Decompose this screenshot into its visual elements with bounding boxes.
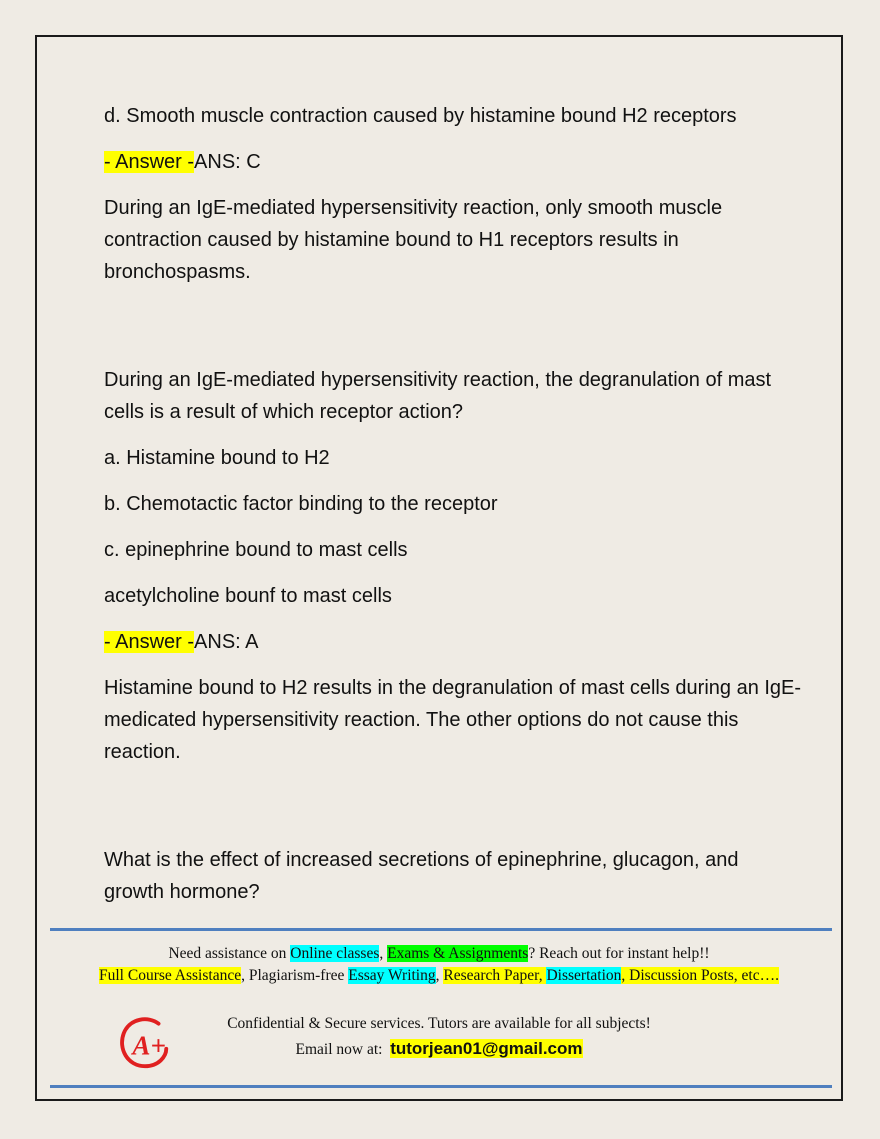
footer-text: ? Reach out for instant help!! [528, 945, 710, 962]
footer-line-2 [37, 967, 841, 985]
q2-option-c: c. epinephrine bound to mast cells [104, 539, 408, 561]
option-d-previous: d. Smooth muscle contraction caused by histamine bound H2 receptors [104, 105, 737, 127]
document-body [104, 100, 804, 922]
exams-assignments-link[interactable]: Exams & Assignments [387, 945, 529, 962]
footer-line-1 [37, 945, 841, 963]
footer-text: Need assistance on [168, 945, 291, 962]
footer-bottom-rule [50, 1085, 832, 1088]
dissertation-link[interactable]: Dissertation [546, 967, 622, 984]
email-link[interactable]: tutorjean01@gmail.com [390, 1039, 583, 1058]
answer-label: - Answer - [104, 631, 195, 653]
essay-writing-link[interactable]: Essay Writing [348, 967, 436, 984]
online-classes-link[interactable]: Online classes [290, 945, 380, 962]
answer-label: - Answer - [104, 151, 195, 173]
answer-line-2 [104, 626, 804, 658]
answer-value: ANS: A [194, 631, 259, 653]
footer-line-3: Confidential & Secure services. Tutors are available for all subjects! [227, 1015, 651, 1032]
q2-option-d: acetylcholine bounf to mast cells [104, 585, 392, 607]
explanation-1: During an IgE-mediated hypersensitivity reaction, only smooth muscle contraction caused by histamine bound to H1 receptors results in bronchospasms. [104, 197, 723, 283]
q2-option-a: a. Histamine bound to H2 [104, 447, 330, 469]
footer-text: , [435, 967, 444, 984]
discussion-posts-link[interactable]: , Discussion Posts, etc…. [621, 967, 779, 984]
question-2: During an IgE-mediated hypersensitivity reaction, the degranulation of mast cells is a result of which receptor action? [104, 369, 772, 423]
answer-value: ANS: C [194, 151, 261, 173]
logo-text: A+ [132, 1030, 166, 1061]
footer-email-line [37, 1039, 841, 1059]
explanation-2: Histamine bound to H2 results in the degranulation of mast cells during an IgE-medicated hypersensitivity reaction. The other options do not cause this reaction. [104, 677, 802, 763]
email-label: Email now at: [295, 1041, 383, 1058]
footer-top-rule [50, 928, 832, 931]
question-3: What is the effect of increased secretions of epinephrine, glucagon, and growth hormone? [104, 849, 739, 903]
research-paper-link[interactable]: Research Paper, [443, 967, 547, 984]
q2-option-b: b. Chemotactic factor binding to the receptor [104, 493, 498, 515]
full-course-link[interactable]: Full Course Assistance [99, 967, 242, 984]
answer-line-1 [104, 146, 804, 178]
footer-text: , Plagiarism-free [241, 967, 349, 984]
footer-text: , [379, 945, 388, 962]
